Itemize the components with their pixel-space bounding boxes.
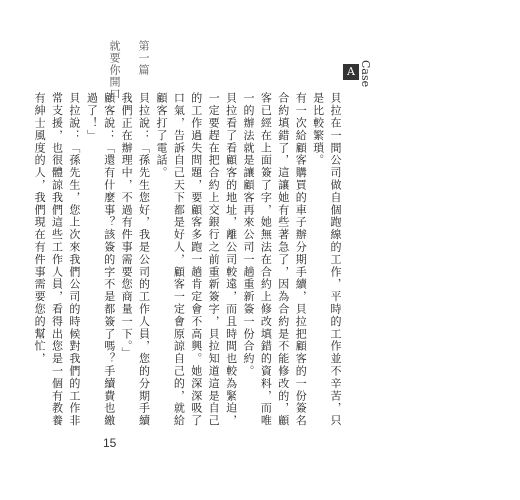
page-number: 15 [103,436,117,450]
case-word: Case [359,60,372,88]
case-badge [347,60,372,88]
body-text [33,92,344,437]
paragraph: 貝拉說：「孫先生您好，我是公司的工作人員，您的分期手續我們正在辦理中，不過有件事需要您商量一下。」 [120,92,151,427]
paragraph: 有一次給顧客購買的車子辦分期手續，貝拉把顧客的一份簽名合約填錯了，這讓她有些著急了，因為合約是不能修改的，顧客已經在上面簽了字，她無法在合約上修改填錯的資料，而唯一的辦法就是讓顧客再來公司一趟重新簽一份合約。 [241,92,308,427]
paragraph: 貝拉看了看顧客的地址，離公司較遠，而且時間也較為緊迫，一定要趕在把合約上交銀行之前重新簽字，貝拉知道這是自己的工作過失問題，要顧客多跑一趟肯定會不高興。她深深吸了口氣，告訴自己天下都是好人，顧客一定會原諒自己的，就給顧客打了電話。 [154,92,238,427]
paragraph: 貝拉在一間公司做自個跑線的工作，平時的工作並不辛苦，只是比較繁瑣。 [311,92,342,427]
paragraph: 貝拉說：「孫先生，您上次來我們公司的時候對我們的工作非常支援，也很體諒我們這些工作人員，看得出您是一個有教養有紳士風度的人，我們現在有件事需要您的幫忙， [33,92,81,427]
running-header [106,40,151,100]
case-letter: A [343,64,359,80]
chapter-label: 第一篇 [137,40,150,76]
chapter-title: 就要你開口 [108,40,121,100]
paragraph: 顧客說：「還有什麼事？該簽的字不是都簽了嗎？手續費也繳過了！」 [85,92,116,427]
